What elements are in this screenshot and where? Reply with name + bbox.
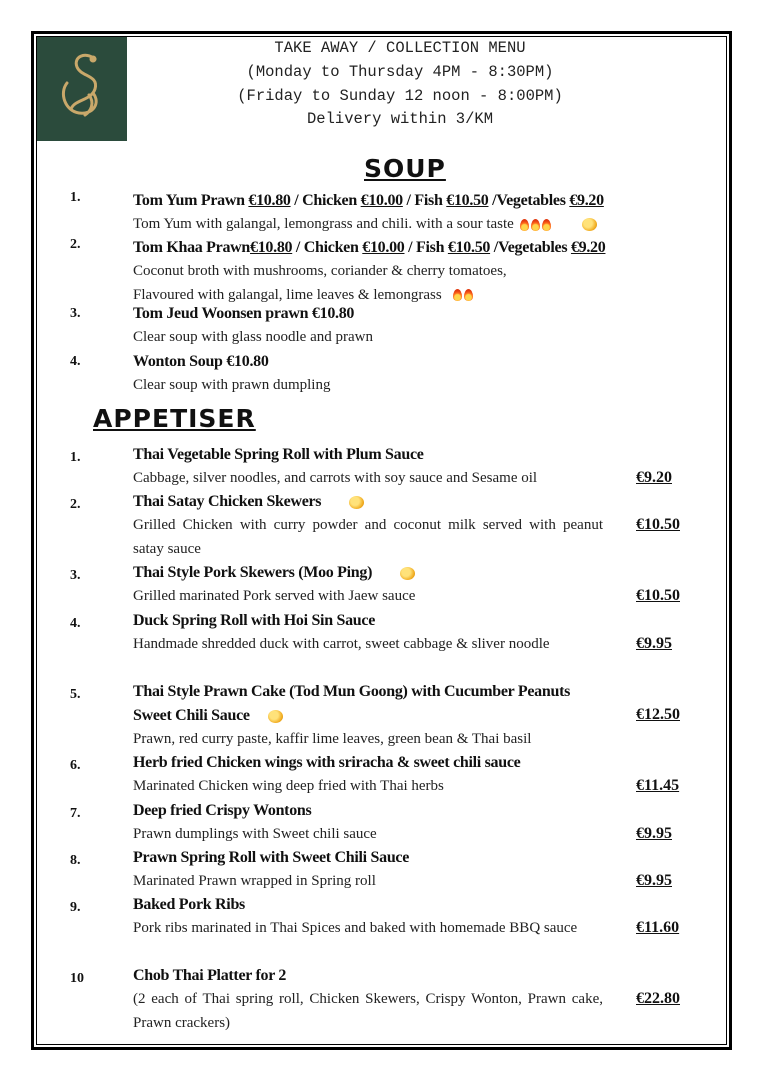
item-description: Tom Yum with galangal, lemongrass and chili. with a sour taste [133,213,693,237]
item-description: Cabbage, silver noodles, and carrots with soy sauce and Sesame oil [133,470,538,486]
soup-title: SOUP [364,154,446,183]
item-price: €10.50 [636,516,680,533]
item-description: Prawn, red curry paste, kaffir lime leaves, green bean & Thai basil [133,731,532,747]
appetiser-title: APPETISER [93,404,256,433]
item-name: Thai Satay Chicken Skewers [133,490,603,514]
item-number: 2. [70,237,81,252]
item-body [133,680,603,752]
item-price: €10.50 [636,587,680,604]
item-body [133,561,603,609]
item-body [133,443,603,491]
item-description: Prawn dumplings with Sweet chili sauce [133,826,377,842]
item-price: €11.60 [636,919,680,936]
chili-icon [268,710,283,723]
item-name: Baked Pork Ribs [133,896,245,913]
header-title: TAKE AWAY / COLLECTION MENU [274,39,526,57]
item-name: Thai Style Prawn Cake (Tod Mun Goong) with Cucumber Peanuts [133,683,571,700]
item-body [133,964,603,1035]
item-description: Clear soup with prawn dumpling [133,377,331,393]
item-number: 1. [70,450,81,465]
item-body [133,350,603,398]
item-number: 6. [70,758,81,773]
flame-icon [464,289,473,301]
flame-icon [520,219,529,231]
swan-logo-icon [37,37,127,141]
item-description: Coconut broth with mushrooms, coriander & cherry tomatoes, [133,263,507,279]
item-description: Grilled Chicken with curry powder and coconut milk served with peanut satay sauce [133,517,603,557]
item-description: Clear soup with glass noodle and prawn [133,329,373,345]
item-number: 5. [70,687,81,702]
item-number: 8. [70,853,81,868]
header-weekend-hours: (Friday to Sunday 12 noon - 8:00PM) [237,86,563,105]
item-name: Tom Khaa Prawn€10.80 / Chicken €10.00 / Fish €10.50 /Vegetables €9.20 [133,239,606,256]
item-price: €12.50 [636,706,680,723]
item-price: €9.95 [636,872,672,889]
item-number: 9. [70,900,81,915]
chili-icon [400,567,415,580]
item-name: Chob Thai Platter for 2 [133,967,287,984]
flame-icon [531,219,540,231]
logo [37,37,127,141]
item-name: Tom Yum Prawn €10.80 / Chicken €10.00 / Fish €10.50 /Vegetables €9.20 [133,192,604,209]
item-body [133,799,603,847]
header-delivery: Delivery within 3/KM [306,110,494,129]
item-number: 4. [70,616,81,631]
item-name-continued: Sweet Chili Sauce [133,704,603,728]
item-name: Tom Jeud Woonsen prawn €10.80 [133,305,355,322]
item-name: Wonton Soup €10.80 [133,353,269,370]
item-body [133,751,603,799]
item-number: 2. [70,497,81,512]
item-description: Handmade shredded duck with carrot, sweet cabbage & sliver noodle [133,636,550,652]
chili-icon [582,218,597,231]
item-price: €22.80 [636,990,680,1007]
menu-header [130,37,670,132]
item-name: Thai Style Pork Skewers (Moo Ping) [133,561,603,585]
item-number: 1. [70,190,81,205]
item-body [133,236,693,307]
item-name: Herb fried Chicken wings with sriracha & sweet chili sauce [133,754,521,771]
flame-icon [453,289,462,301]
item-price: €9.95 [636,635,672,652]
item-name: Thai Vegetable Spring Roll with Plum Sauce [133,446,424,463]
item-body [133,302,603,350]
item-body [133,846,603,894]
item-number: 7. [70,806,81,821]
header-weekday-hours: (Monday to Thursday 4PM - 8:30PM) [246,62,554,81]
item-body [133,609,603,657]
chili-icon [349,496,364,509]
item-price: €9.95 [636,825,672,842]
item-price: €11.45 [636,777,680,794]
item-description: Marinated Prawn wrapped in Spring roll [133,873,376,889]
item-description: (2 each of Thai spring roll, Chicken Skewers, Crispy Wonton, Prawn cake, Prawn crackers) [133,991,603,1031]
item-description: Marinated Chicken wing deep fried with Thai herbs [133,778,444,794]
item-number: 3. [70,306,81,321]
item-name: Deep fried Crispy Wontons [133,802,312,819]
item-body [133,893,603,941]
item-body [133,189,693,237]
item-number: 4. [70,354,81,369]
item-description: Pork ribs marinated in Thai Spices and baked with homemade BBQ sauce [133,920,578,936]
item-number: 3. [70,568,81,583]
item-name: Prawn Spring Roll with Sweet Chili Sauce [133,849,410,866]
item-number: 10 [70,971,84,986]
item-description: Flavoured with galangal, lime leaves & lemongrass [133,284,693,308]
flame-icon [542,219,551,231]
item-price: €9.20 [636,469,672,486]
item-name: Duck Spring Roll with Hoi Sin Sauce [133,612,376,629]
item-description: Grilled marinated Pork served with Jaew sauce [133,588,416,604]
item-body [133,490,603,561]
